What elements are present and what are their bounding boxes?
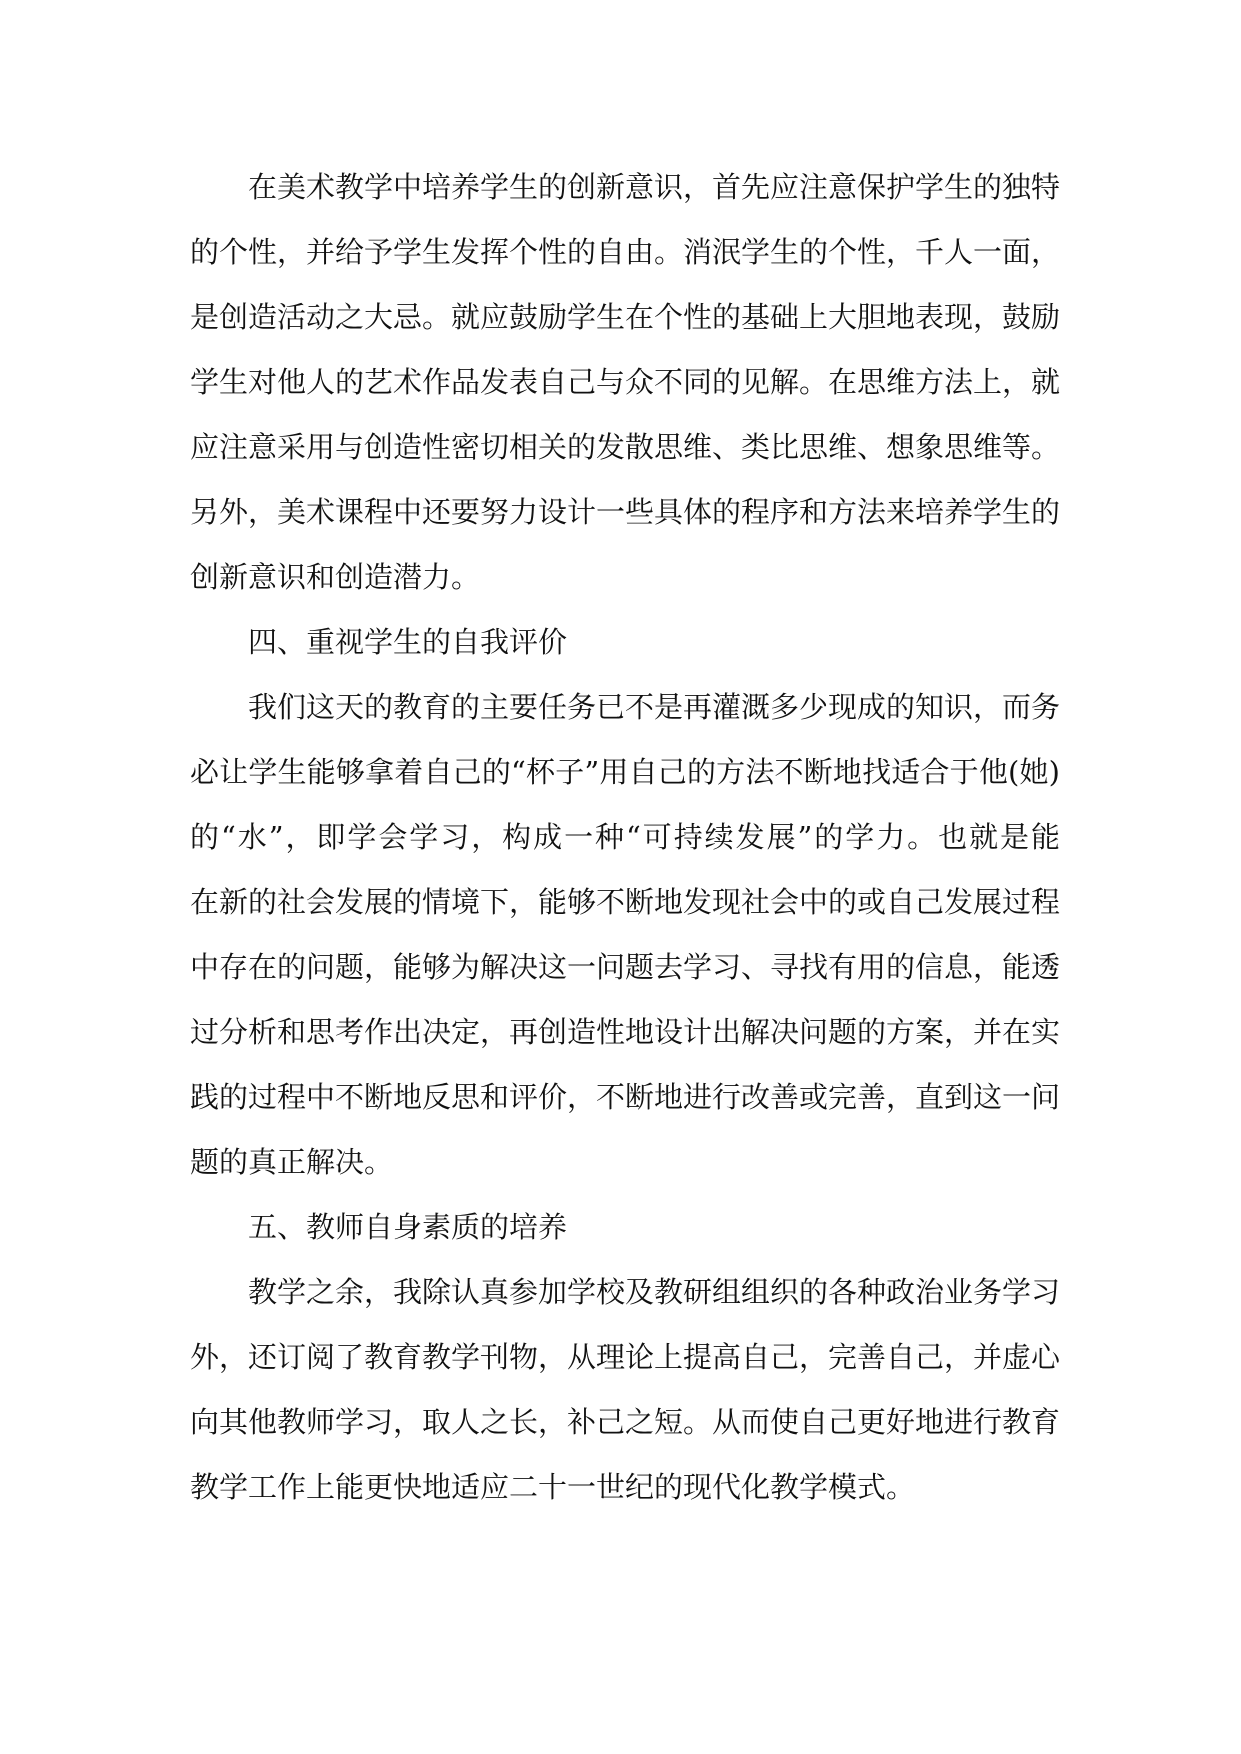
text-line: 中存在的问题，能够为解决这一问题去学习、寻找有用的信息，能透 <box>190 950 1061 984</box>
section-heading-four <box>190 610 1060 675</box>
text-line: 的“水”，即学会学习，构成一种“可持续发展”的学力。也就是能 <box>190 820 1060 854</box>
text-line: 践的过程中不断地反思和评价，不断地进行改善或完善，直到这一问 <box>190 1080 1061 1114</box>
text-line: 教学工作上能更快地适应二十一世纪的现代化教学模式。 <box>190 1470 916 1504</box>
section-heading: 四、重视学生的自我评价 <box>248 625 568 659</box>
text-line: 外，还订阅了教育教学刊物，从理论上提高自己，完善自己，并虚心 <box>190 1340 1061 1374</box>
text-line: 必让学生能够拿着自己的“杯子”用自己的方法不断地找适合于他(她) <box>190 755 1060 789</box>
text-line: 向其他教师学习，取人之长，补己之短。从而使自己更好地进行教育 <box>190 1405 1061 1439</box>
text-line: 题的真正解决。 <box>190 1145 394 1179</box>
text-line: 是创造活动之大忌。就应鼓励学生在个性的基础上大胆地表现，鼓励 <box>190 300 1061 334</box>
text-line: 创新意识和创造潜力。 <box>190 560 481 594</box>
text-line: 在新的社会发展的情境下，能够不断地发现社会中的或自己发展过程 <box>190 885 1061 919</box>
text-line: 的个性，并给予学生发挥个性的自由。消泯学生的个性，千人一面， <box>190 235 1061 269</box>
section-heading-five <box>190 1195 1060 1260</box>
paragraph-creativity <box>190 155 1060 610</box>
text-line: 在美术教学中培养学生的创新意识，首先应注意保护学生的独特 <box>248 170 1061 204</box>
text-line: 教学之余，我除认真参加学校及教研组组织的各种政治业务学习 <box>248 1275 1061 1309</box>
section-heading: 五、教师自身素质的培养 <box>248 1210 568 1244</box>
paragraph-self-evaluation <box>190 675 1060 1195</box>
text-line: 另外，美术课程中还要努力设计一些具体的程序和方法来培养学生的 <box>190 495 1061 529</box>
text-line: 我们这天的教育的主要任务已不是再灌溉多少现成的知识，而务 <box>248 690 1061 724</box>
text-line: 过分析和思考作出决定，再创造性地设计出解决问题的方案，并在实 <box>190 1015 1061 1049</box>
text-line: 应注意采用与创造性密切相关的发散思维、类比思维、想象思维等。 <box>190 430 1061 464</box>
text-line: 学生对他人的艺术作品发表自己与众不同的见解。在思维方法上，就 <box>190 365 1061 399</box>
paragraph-teacher-development <box>190 1260 1060 1520</box>
document-body <box>190 155 1060 1520</box>
